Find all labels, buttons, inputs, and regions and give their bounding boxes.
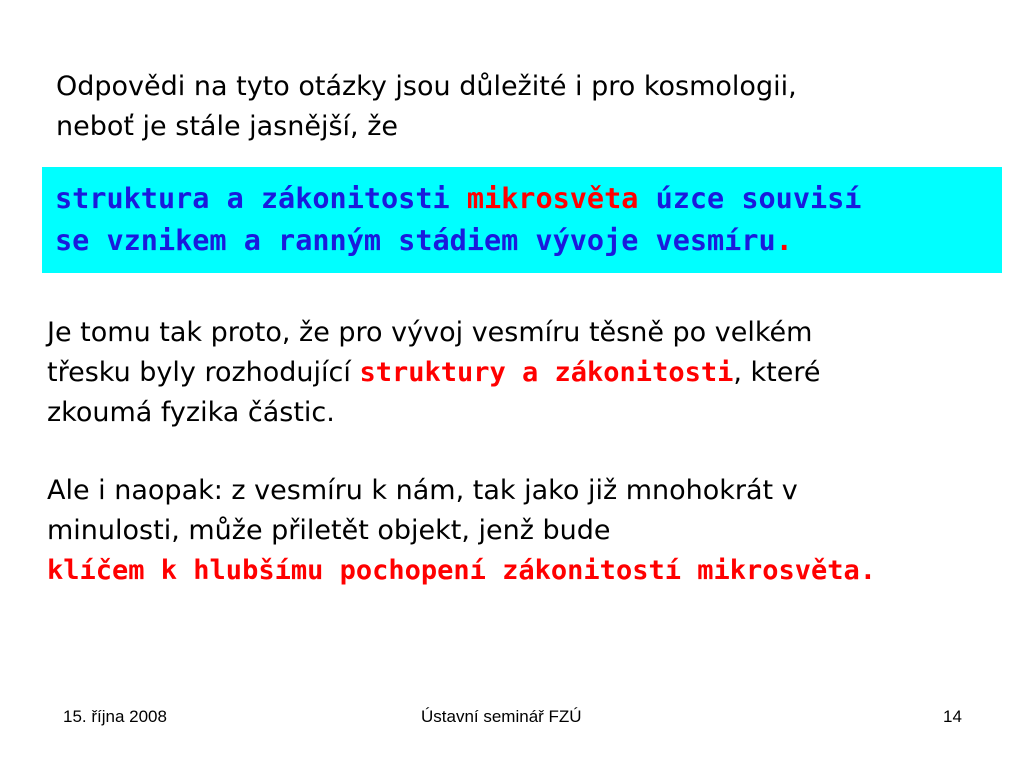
highlight-text-part-2: úzce souvisí — [638, 182, 862, 215]
consequence-paragraph — [47, 313, 820, 433]
footer-date: 15. října 2008 — [63, 707, 167, 726]
conversely-line-3-emphasis: klíčem k hlubšímu pochopení zákonitostí mikrosvěta. — [47, 555, 877, 586]
consequence-line-3: zkoumá fyzika částic. — [47, 397, 335, 428]
intro-line-2: neboť je stále jasnější, že — [56, 111, 398, 142]
consequence-line-1: Je tomu tak proto, že pro vývoj vesmíru těsně po velkém — [47, 317, 813, 348]
highlight-line-2 — [55, 220, 861, 262]
conversely-paragraph — [47, 471, 876, 591]
highlight-statement — [55, 178, 861, 262]
intro-line-1: Odpovědi na tyto otázky jsou důležité i pro kosmologii, — [56, 71, 797, 102]
conversely-line-2: minulosti, může přiletět objekt, jenž bude — [47, 515, 611, 546]
consequence-line-2-pre: třesku byly rozhodující — [47, 357, 360, 388]
consequence-line-2 — [47, 353, 820, 393]
consequence-emphasis: struktury a zákonitosti — [359, 357, 734, 388]
consequence-line-2-post: , které — [733, 357, 821, 388]
highlight-line-1 — [55, 178, 861, 220]
highlight-period: . — [775, 224, 793, 257]
footer-title: Ústavní seminář FZÚ — [421, 707, 582, 726]
highlight-text-part-1: struktura a zákonitosti — [55, 182, 467, 215]
highlight-box — [42, 167, 1002, 273]
conversely-line-1: Ale i naopak: z vesmíru k nám, tak jako již mnohokrát v — [47, 475, 798, 506]
highlight-text-line-2: se vznikem a ranným stádiem vývoje vesmíru — [55, 224, 776, 257]
highlight-emphasis-mikrosveta: mikrosvěta — [466, 182, 639, 215]
slide-number: 14 — [943, 707, 962, 726]
intro-paragraph — [56, 67, 797, 147]
